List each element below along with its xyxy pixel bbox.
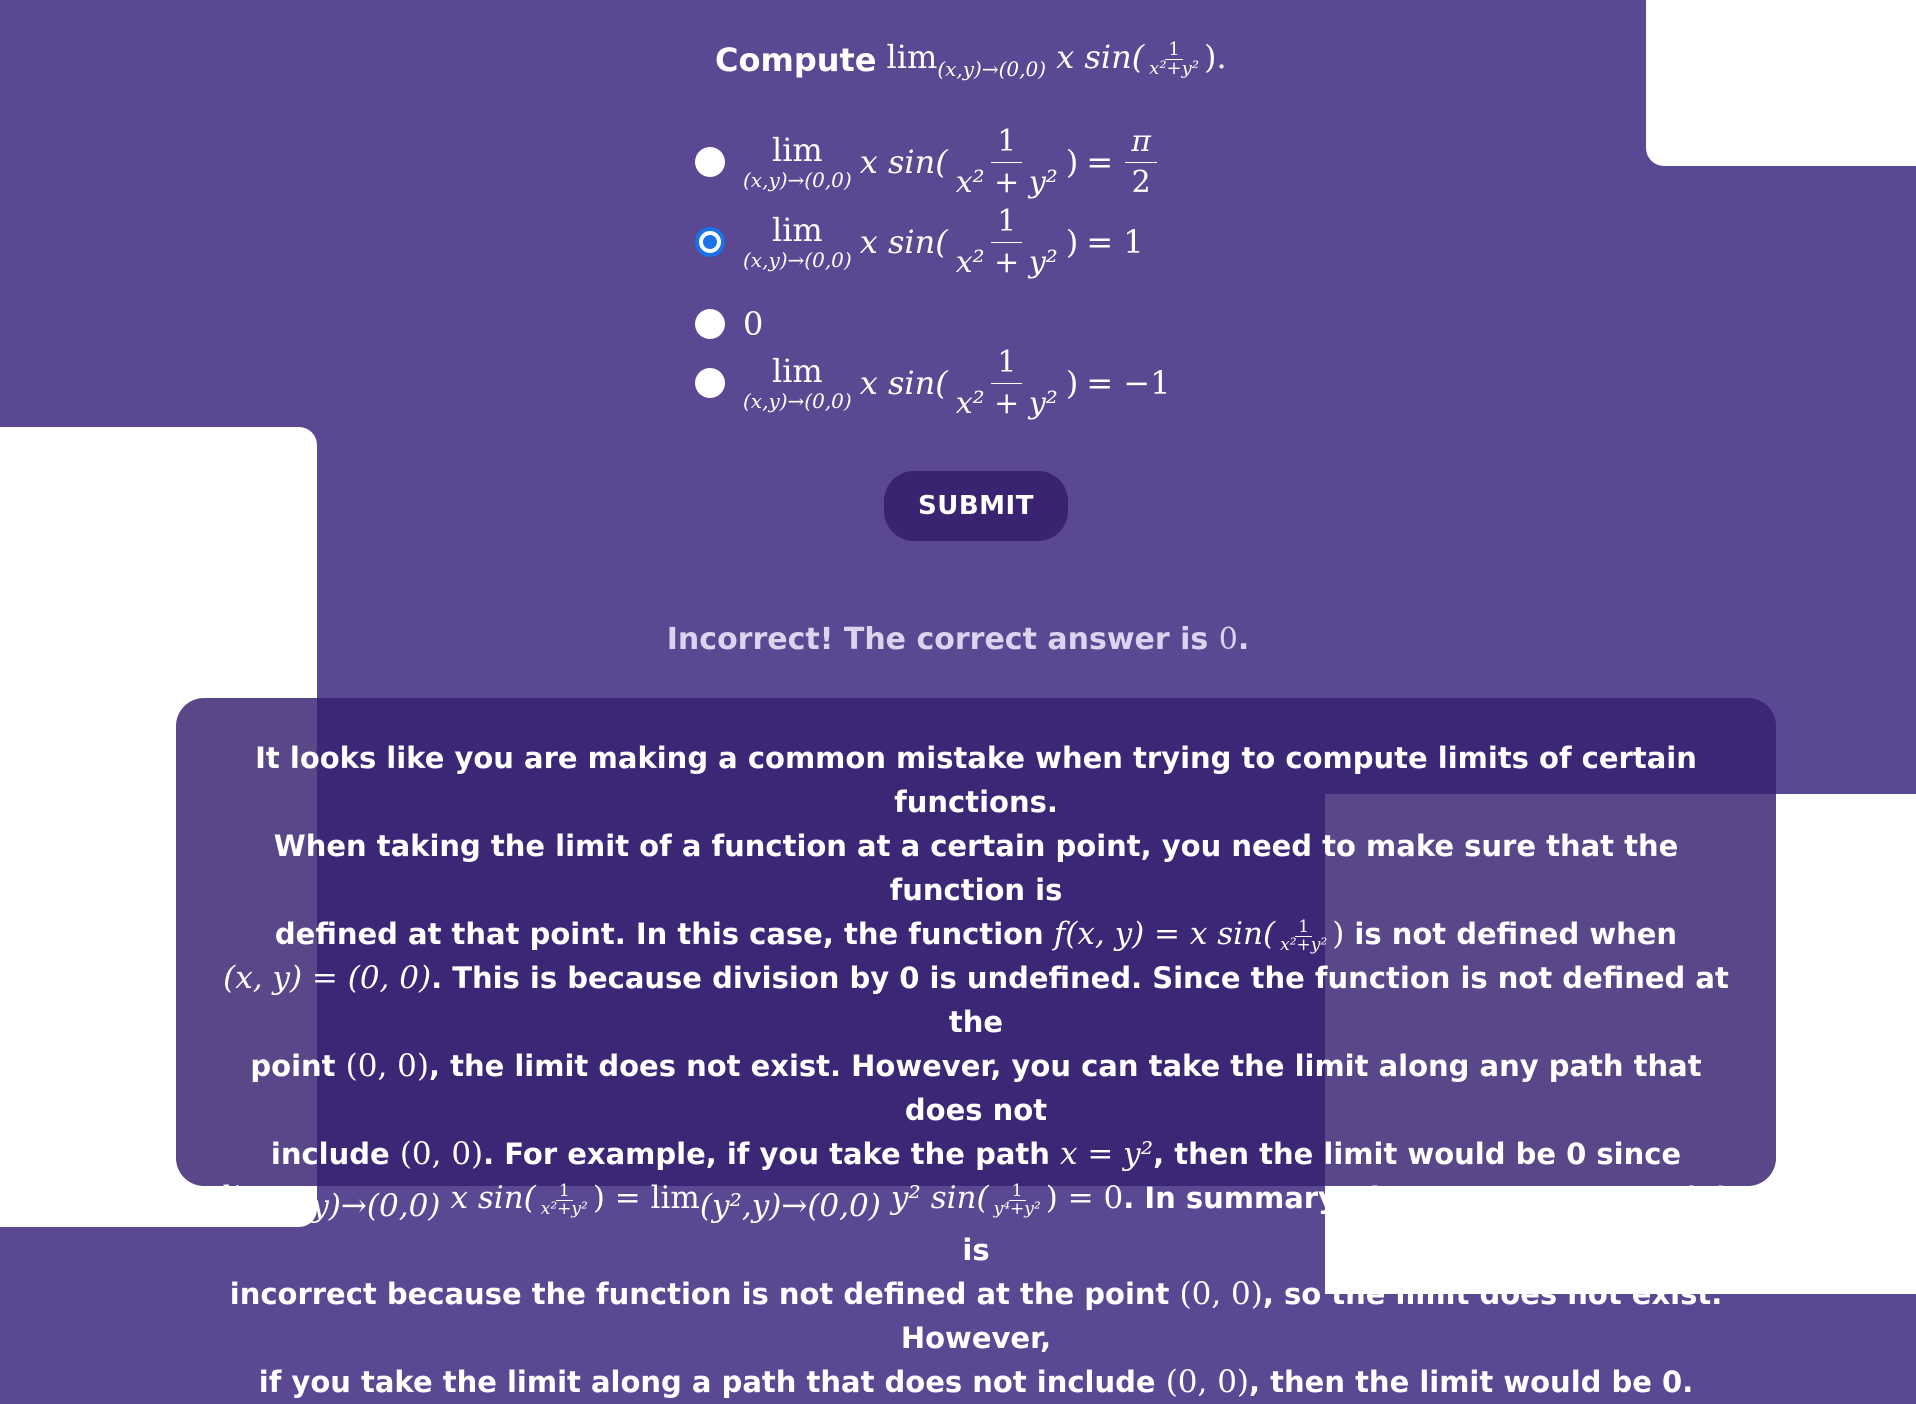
radio-button[interactable] bbox=[695, 368, 725, 398]
background-shape-top-right bbox=[1646, 0, 1916, 166]
option-pi-over-2[interactable] bbox=[695, 126, 1159, 198]
feedback-panel bbox=[176, 698, 1776, 1400]
question-math: $\lim_{(x,y)\to(0,0)} x$ sin( $\frac{1}{\text{x²+y²}}$ ). bbox=[886, 38, 1227, 81]
feedback-line: include (0, 0). For example, if you take the path x = y², then the limit would be 0 since bbox=[270, 1136, 1682, 1172]
option-zero[interactable] bbox=[695, 305, 763, 343]
radio-button[interactable] bbox=[695, 147, 725, 177]
option-math: lim (x,y)→(0,0) x sin( $\frac{1}{\text{x² + y²}}$ ) = 1 bbox=[743, 204, 1144, 280]
option-math: lim (x,y)→(0,0) x sin( $\frac{1}{\text{x² + y²}}$ ) = $\frac{\pi}{2}$ bbox=[743, 126, 1159, 198]
feedback-line: point (0, 0), the limit does not exist. However, you can take the limit along any path that does not bbox=[250, 1048, 1702, 1127]
option-minus-one[interactable] bbox=[695, 347, 1170, 419]
result-message: Incorrect! The correct answer is 0. bbox=[666, 622, 1250, 657]
feedback-line: (x, y) = (0, 0). This is because division by 0 is undefined. Since the function is not defined at the bbox=[223, 960, 1729, 1039]
radio-button-selected[interactable] bbox=[695, 227, 725, 257]
option-one[interactable] bbox=[695, 206, 1144, 278]
feedback-line: incorrect because the function is not defined at the point (0, 0), so the limit does not exist. However, bbox=[229, 1276, 1723, 1355]
submit-button[interactable]: SUBMIT bbox=[884, 471, 1068, 541]
option-math: 0 bbox=[743, 305, 764, 343]
radio-button[interactable] bbox=[695, 309, 725, 339]
feedback-line: if you take the limit along a path that does not include (0, 0), then the limit would be 0. bbox=[258, 1364, 1694, 1400]
option-math: lim (x,y)→(0,0) x sin( $\frac{1}{\text{x² + y²}}$ ) = −1 bbox=[743, 345, 1171, 421]
question-title: Compute $\lim_{(x,y)\to(0,0)} x$ sin( $\frac{1}{\text{x²+y²}}$ ). bbox=[715, 38, 1227, 81]
feedback-line: defined at that point. In this case, the function f(x, y) = x sin( $\frac{1}{\text{x²+y²}}$ ) is not defined when bbox=[274, 916, 1678, 955]
feedback-line: It looks like you are making a common mistake when trying to compute limits of certain functions. bbox=[255, 741, 1697, 819]
feedback-line: lim(x,y)→(0,0) x sin( $\frac{1}{\text{x²+y²}}$ ) = lim(y²,y)→(0,0) y² sin( $\frac{1}{\text{y⁴+y²}}$ ) = 0. In summary, the answer you got (1) is bbox=[222, 1180, 1730, 1267]
feedback-line: When taking the limit of a function at a certain point, you need to make sure that the function is bbox=[273, 829, 1679, 907]
